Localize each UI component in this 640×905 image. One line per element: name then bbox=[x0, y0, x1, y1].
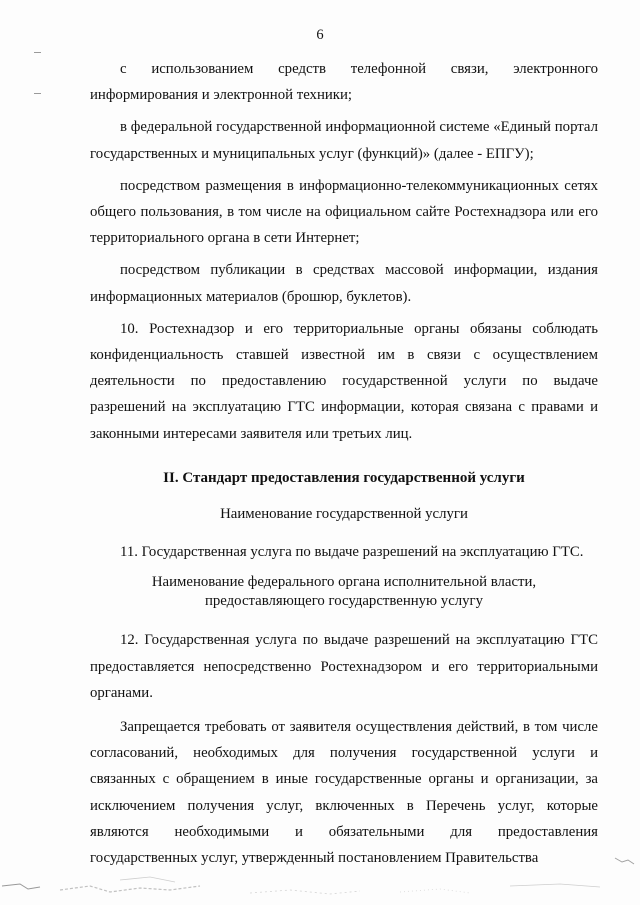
page-number: 6 bbox=[316, 27, 324, 43]
subheading-authority-line-2: предоставляющего государственную услугу bbox=[204, 593, 484, 610]
section-heading: II. Стандарт предоставления государственной услуги bbox=[163, 469, 525, 486]
paragraph: с использованием средств телефонной связи, электронного информирования и электронной техники; bbox=[90, 61, 598, 104]
paragraph: посредством размещения в информационно-телекоммуникационных сетях общего пользования, в том числе на официальном сайте Ростехнадзора или его территориального органа в сети Интернет; bbox=[90, 177, 598, 247]
paragraph: посредством публикации в средствах массовой информации, издания информационных материалов (брошюр, буклетов). bbox=[90, 262, 598, 305]
scan-mark bbox=[34, 93, 41, 94]
subheading-service-name: Наименование государственной услуги bbox=[220, 506, 468, 523]
paragraph-12: 12. Государственная услуга по выдаче разрешений на эксплуатацию ГТС предоставляется непосредственно Ростехнадзором и его территориальными органами. bbox=[90, 632, 598, 701]
paragraph-11: 11. Государственная услуга по выдаче разрешений на эксплуатацию ГТС. bbox=[120, 544, 584, 561]
document-body bbox=[90, 56, 598, 879]
paragraph: в федеральной государственной информационной системе «Единый портал государственных и муниципальных услуг (функций)» (далее - ЕПГУ); bbox=[90, 119, 598, 162]
scan-artifact bbox=[0, 856, 640, 905]
scan-mark bbox=[34, 52, 41, 53]
paragraph-prohibition: Запрещается требовать от заявителя осуществления действий, в том числе согласований, необходимых для получения государственной услуги и связанных с обращением в иные государственные органы и организации, за исключением получения услуг, включенных в Перечень услуг, которые являются необходимыми и обязательными для предоставления государственных услуг, утвержденный постановлением Правительства bbox=[90, 719, 598, 867]
paragraph-10: 10. Ростехнадзор и его территориальные органы обязаны соблюдать конфиденциальность ставшей известной им в связи с осуществлением деятельности по предоставлению государственной услуги по выдаче разрешений на эксплуатацию ГТС информации, которая связана с правами и законными интересами заявителя или третьих лиц. bbox=[90, 320, 598, 442]
subheading-authority-line-1: Наименование федерального органа исполнительной власти, bbox=[151, 574, 537, 591]
subheading-authority bbox=[90, 573, 598, 611]
